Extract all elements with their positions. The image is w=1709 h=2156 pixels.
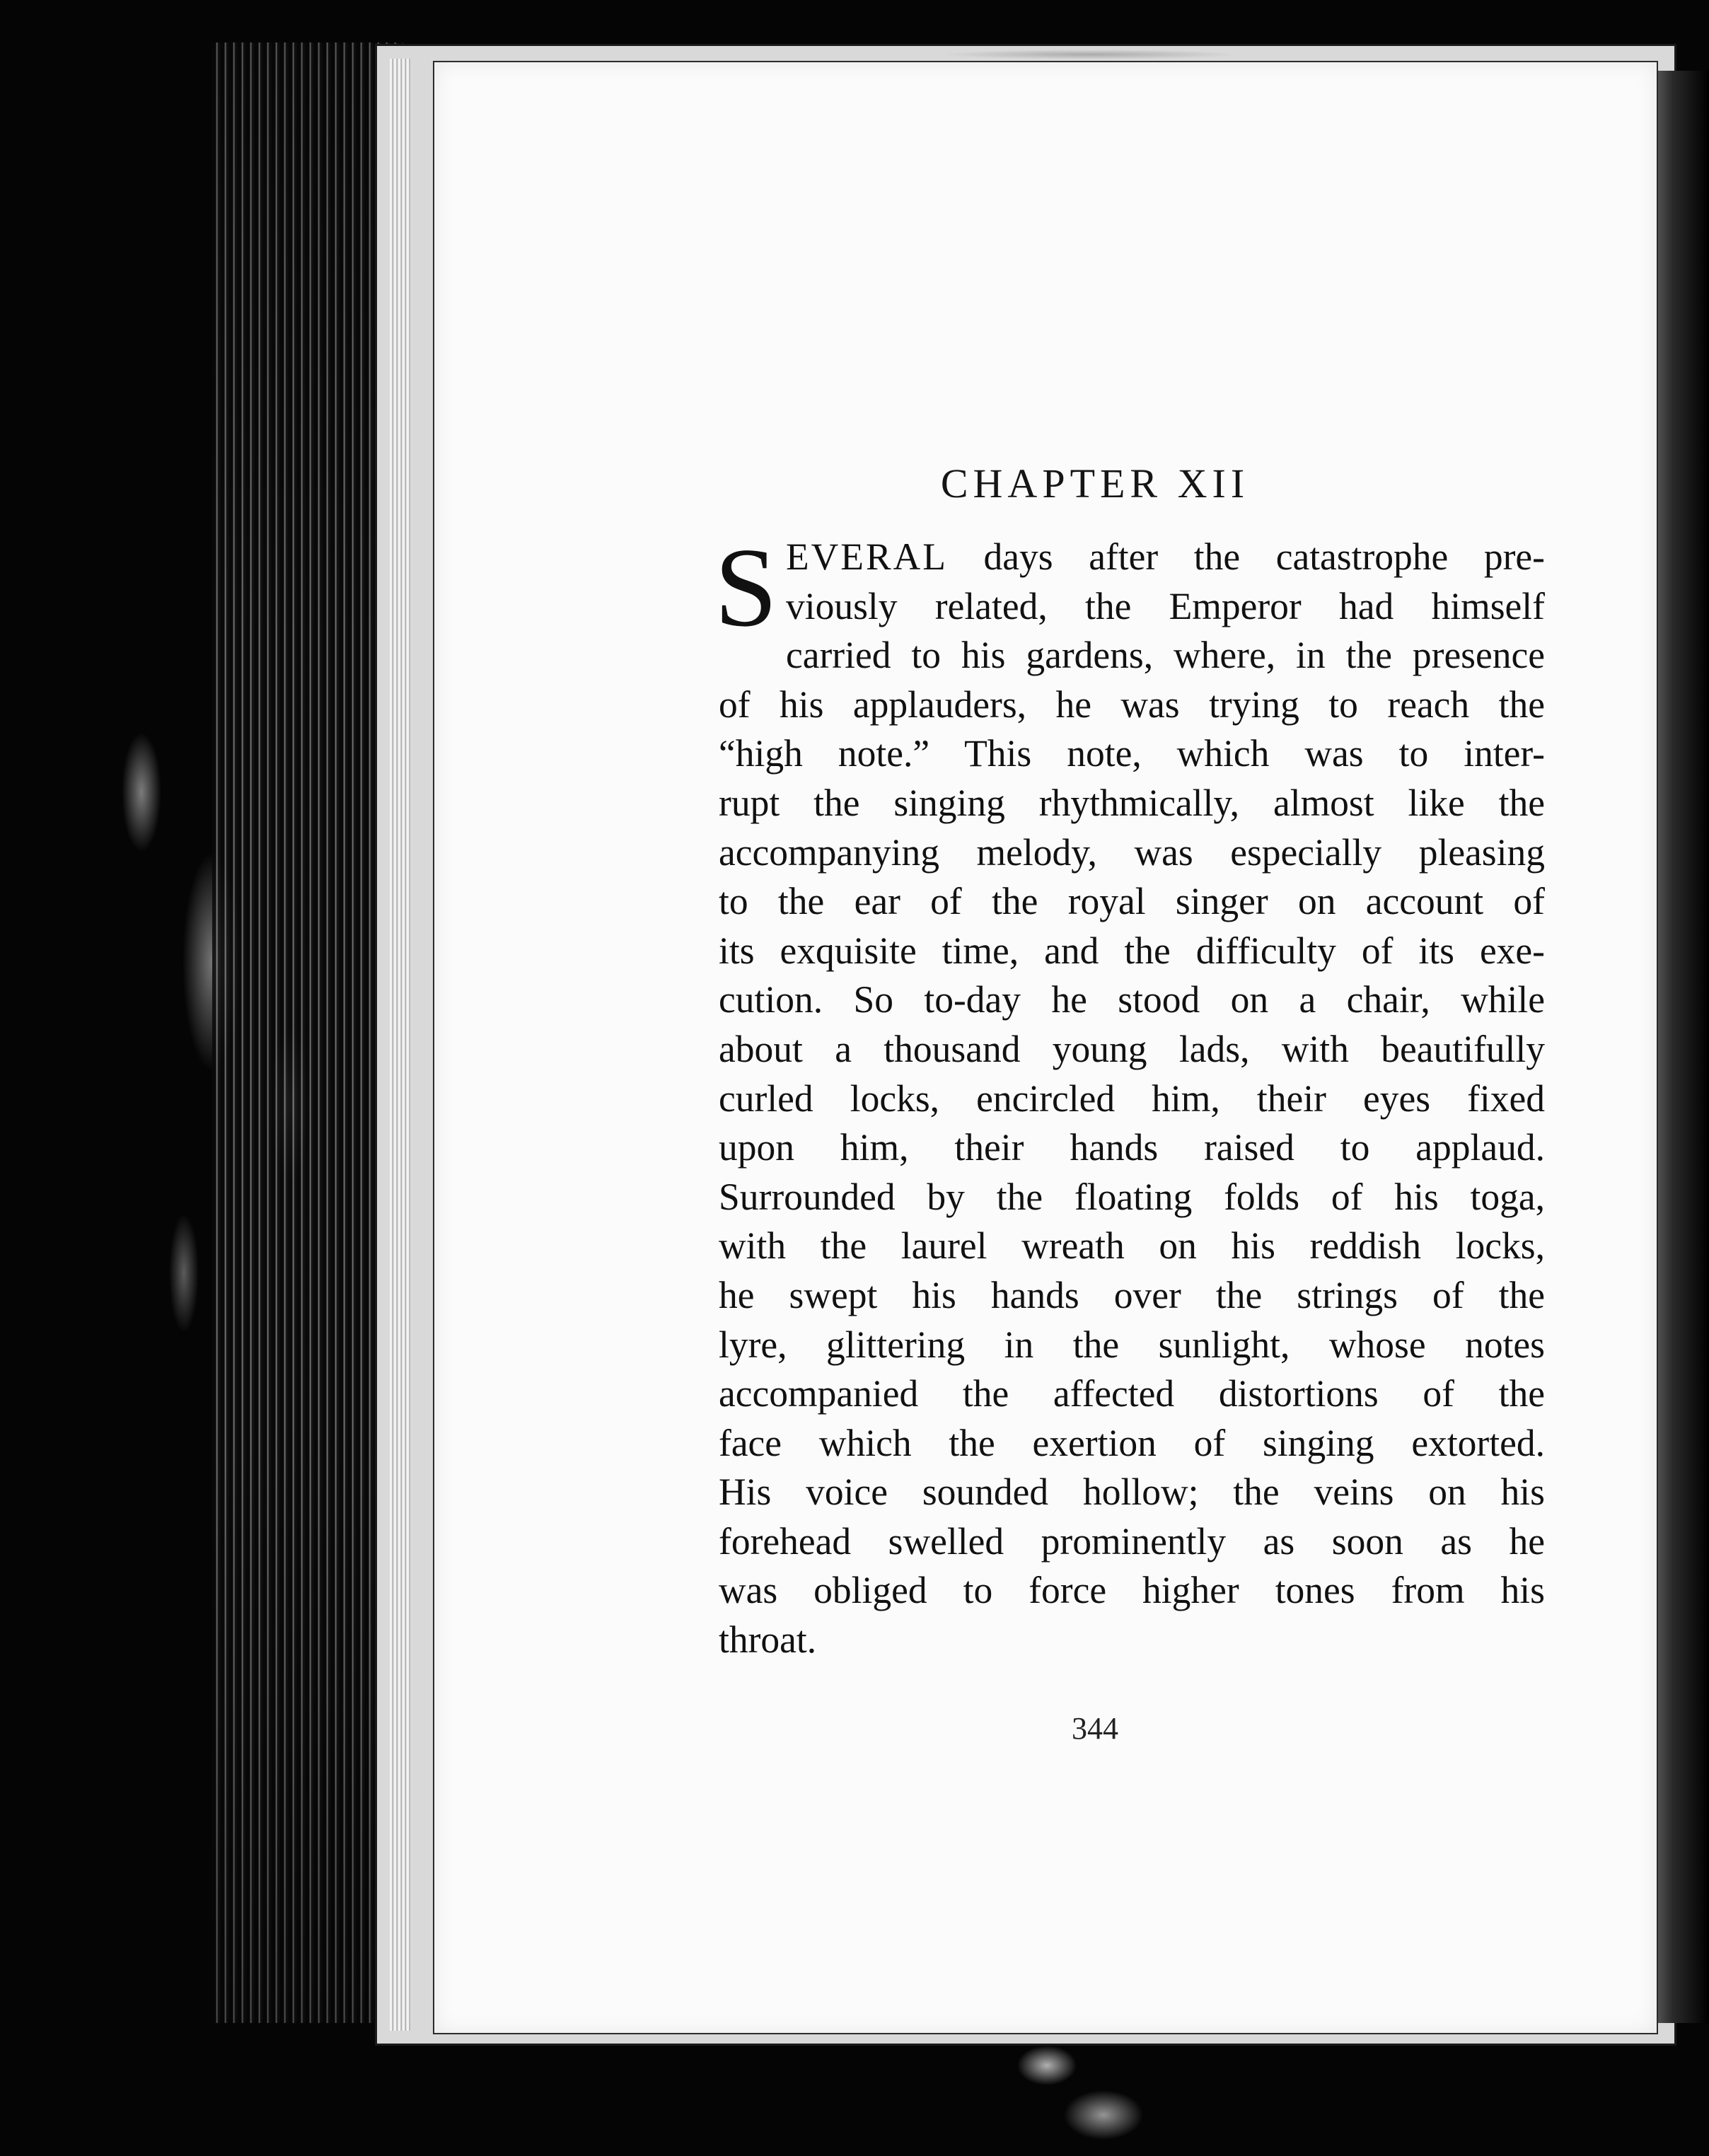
text-line: “high note.” This note, which was to inter-	[719, 732, 1545, 775]
text-line: about a thousand young lads, with beautifully	[719, 1027, 1545, 1070]
text-line: was obliged to force higher tones from his	[719, 1569, 1545, 1612]
lead-small-caps: EVERAL	[785, 535, 948, 578]
text-line: forehead swelled prominently as soon as he	[719, 1519, 1545, 1563]
line-text: days after the catastrophe pre-	[947, 535, 1545, 578]
text-line: with the laurel wreath on his reddish locks,	[719, 1224, 1545, 1268]
text-line: he swept his hands over the strings of the	[719, 1273, 1545, 1316]
text-line: curled locks, encircled him, their eyes fixed	[719, 1077, 1545, 1120]
text-line: viously related, the Emperor had himself	[785, 584, 1545, 627]
text-line: accompanied the affected distortions of the	[719, 1372, 1545, 1415]
text-line: rupt the singing rhythmically, almost like the	[719, 781, 1545, 824]
text-line: upon him, their hands raised to applaud.	[719, 1126, 1545, 1169]
text-line: accompanying melody, was especially pleasing	[719, 830, 1545, 874]
text-line: of his applauders, he was trying to reach the	[719, 683, 1545, 726]
text-line: face which the exertion of singing extorted.	[719, 1421, 1545, 1464]
chapter-body	[714, 524, 1545, 1665]
chapter-title: CHAPTER XII	[940, 460, 1250, 506]
text-line: His voice sounded hollow; the veins on his	[719, 1471, 1545, 1514]
text-line: its exquisite time, and the difficulty of its exe-	[719, 929, 1545, 972]
bottom-debris	[990, 2037, 1188, 2150]
text-line: lyre, glittering in the sunlight, whose notes	[719, 1323, 1545, 1366]
text-line: Surrounded by the floating folds of his toga,	[719, 1175, 1545, 1218]
book-page	[433, 61, 1658, 2034]
text-line: cution. So to-day he stood on a chair, while	[719, 978, 1545, 1021]
text-line: carried to his gardens, where, in the presence	[785, 634, 1545, 677]
text-line	[719, 533, 1545, 582]
text-line: to the ear of the royal singer on account of	[719, 880, 1545, 923]
page-number: 344	[1072, 1711, 1118, 1746]
drop-cap: S	[714, 524, 777, 650]
text-line: throat.	[719, 1618, 817, 1662]
